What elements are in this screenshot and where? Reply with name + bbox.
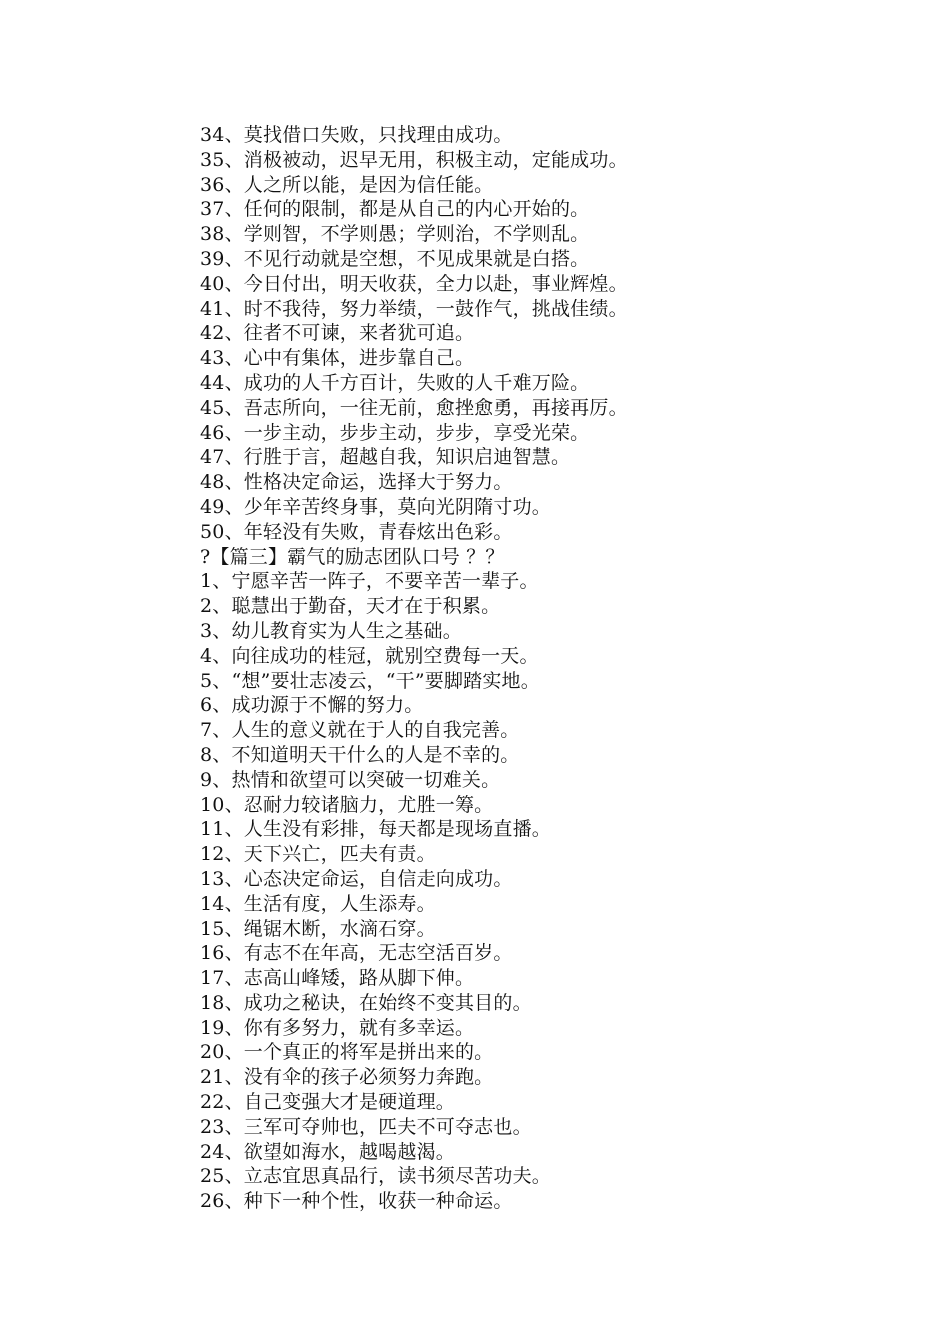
- slogan-line: 46、一步主动，步步主动，步步，享受光荣。: [200, 421, 590, 444]
- slogan-line: 20、一个真正的将军是拼出来的。: [200, 1041, 494, 1064]
- slogan-line: 15、绳锯木断，水滴石穿。: [200, 917, 436, 940]
- slogan-line: 26、种下一种个性，收获一种命运。: [200, 1190, 513, 1213]
- slogan-line: 7、人生的意义就在于人的自我完善。: [200, 719, 520, 742]
- slogan-line: 43、心中有集体，进步靠自己。: [200, 347, 475, 370]
- slogan-line: 11、人生没有彩排，每天都是现场直播。: [200, 818, 551, 841]
- slogan-line: 6、成功源于不懈的努力。: [200, 694, 424, 717]
- slogan-line: 50、年轻没有失败，青春炫出色彩。: [200, 520, 513, 543]
- slogan-line: 25、立志宜思真品行，读书须尽苦功夫。: [200, 1165, 551, 1188]
- slogan-line: 1、宁愿辛苦一阵子，不要辛苦一辈子。: [200, 570, 539, 593]
- slogan-line: 38、学则智，不学则愚；学则治，不学则乱。: [200, 223, 590, 246]
- slogan-line: 13、心态决定命运，自信走向成功。: [200, 867, 513, 890]
- slogan-line: 45、吾志所向，一往无前，愈挫愈勇，再接再厉。: [200, 396, 628, 419]
- slogan-line: 40、今日付出，明天收获，全力以赴，事业辉煌。: [200, 272, 628, 295]
- slogan-line: 37、任何的限制，都是从自己的内心开始的。: [200, 198, 590, 221]
- slogan-line: 19、你有多努力，就有多幸运。: [200, 1016, 475, 1039]
- slogan-line: 14、生活有度，人生添寿。: [200, 892, 436, 915]
- slogan-line: 39、不见行动就是空想，不见成果就是白搭。: [200, 247, 590, 270]
- slogan-list: [200, 123, 900, 1214]
- slogan-line: 49、少年辛苦终身事，莫向光阴隋寸功。: [200, 495, 551, 518]
- slogan-line: 42、往者不可谏，来者犹可追。: [200, 322, 475, 345]
- slogan-line: 34、莫找借口失败，只找理由成功。: [200, 124, 513, 146]
- slogan-line: 18、成功之秘诀，在始终不变其目的。: [200, 991, 532, 1014]
- slogan-line: 21、没有伞的孩子必须努力奔跑。: [200, 1066, 494, 1089]
- slogan-line: 16、有志不在年高，无志空活百岁。: [200, 942, 513, 965]
- slogan-line: 47、行胜于言，超越自我，知识启迪智慧。: [200, 446, 571, 469]
- slogan-line: 23、三军可夺帅也，匹夫不可夺志也。: [200, 1115, 532, 1138]
- slogan-line: 12、天下兴亡，匹夫有责。: [200, 843, 436, 866]
- slogan-line: 44、成功的人千方百计，失败的人千难万险。: [200, 371, 590, 394]
- slogan-line: 10、忍耐力较诸脑力，尤胜一筹。: [200, 793, 494, 816]
- slogan-line: 4、向往成功的桂冠，就别空费每一天。: [200, 644, 539, 667]
- slogan-line: 22、自己变强大才是硬道理。: [200, 1091, 455, 1114]
- slogan-line: 9、热情和欲望可以突破一切难关。: [200, 768, 501, 791]
- slogan-line: 41、时不我待，努力举绩，一鼓作气，挑战佳绩。: [200, 297, 628, 320]
- slogan-line: 8、不知道明天干什么的人是不幸的。: [200, 743, 520, 766]
- slogan-line: 24、欲望如海水，越喝越渴。: [200, 1140, 455, 1163]
- slogan-line: 48、性格决定命运，选择大于努力。: [200, 471, 513, 494]
- slogan-line: 3、幼儿教育实为人生之基础。: [200, 619, 462, 642]
- slogan-line: 2、聪慧出于勤奋，天才在于积累。: [200, 595, 501, 618]
- section-heading: ?【篇三】霸气的励志团队口号 ？？: [200, 545, 505, 568]
- slogan-line: 36、人之所以能，是因为信任能。: [200, 173, 494, 196]
- slogan-line: 5、“想”要壮志凌云，“干”要脚踏实地。: [200, 669, 540, 692]
- slogan-line: 35、消极被动，迟早无用，积极主动，定能成功。: [200, 148, 628, 171]
- slogan-line: 17、志高山峰矮，路从脚下伸。: [200, 967, 475, 990]
